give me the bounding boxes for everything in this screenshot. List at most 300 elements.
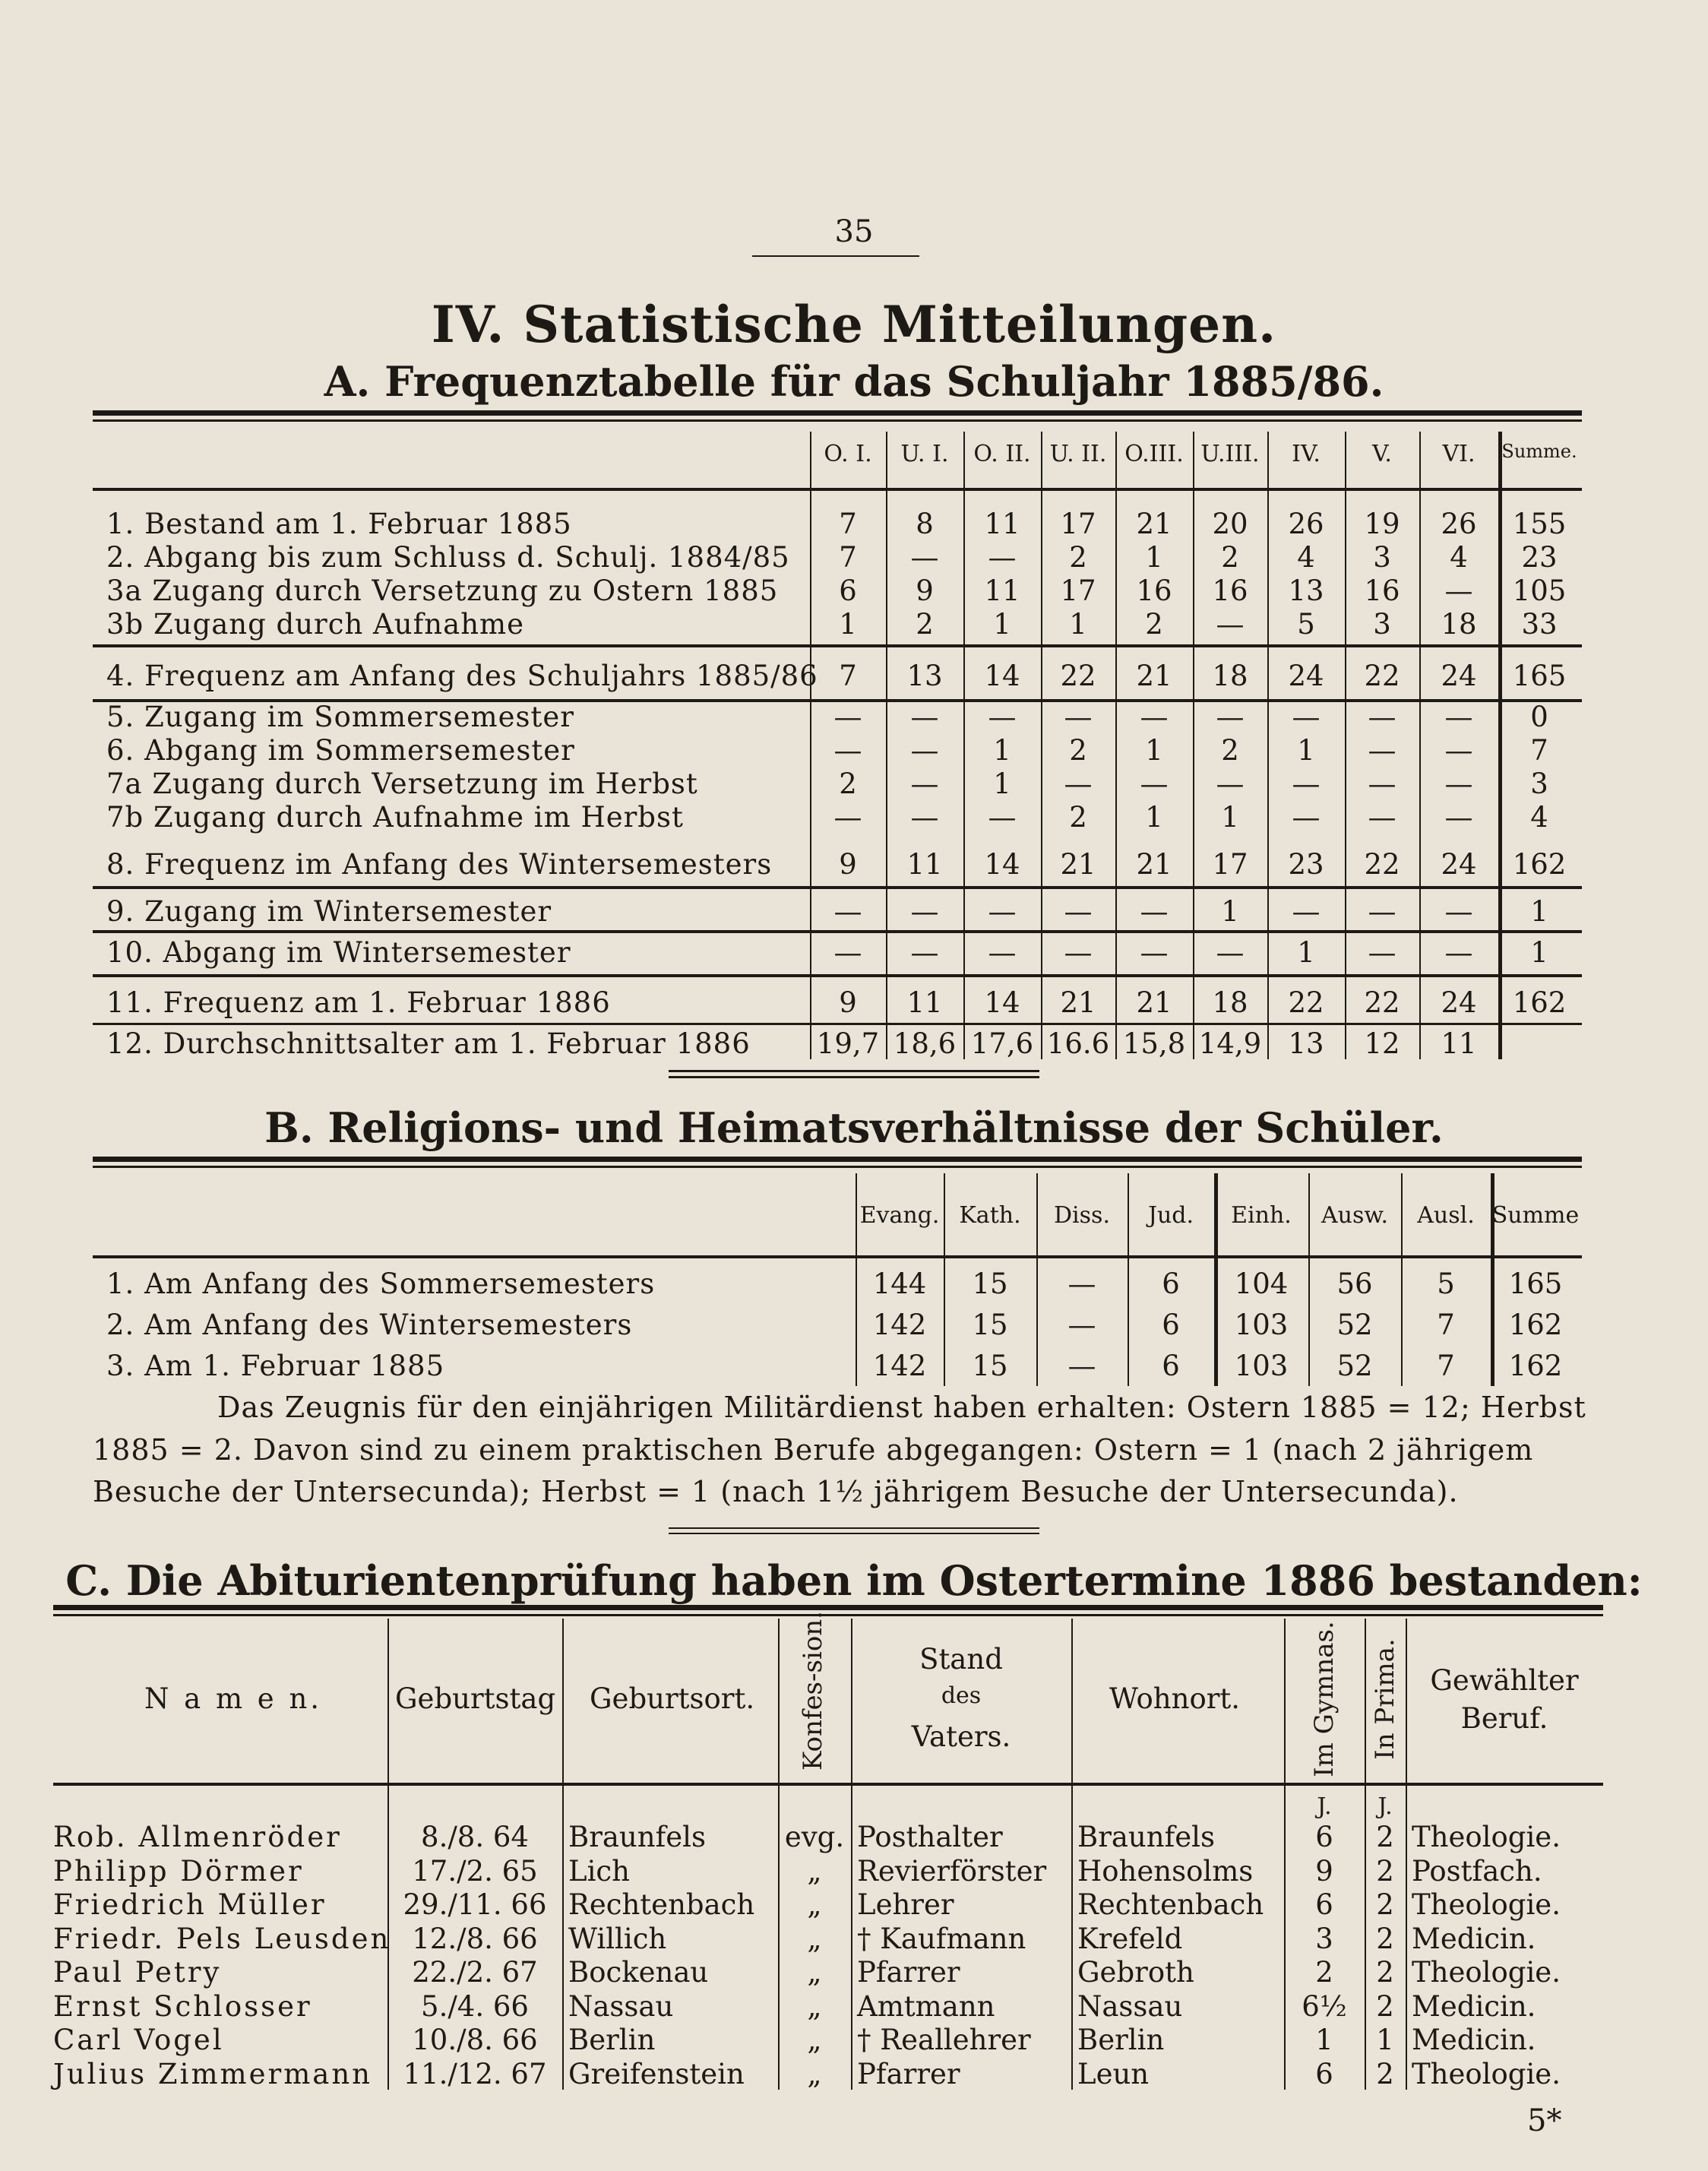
table-a-cell: 17 xyxy=(1060,574,1096,607)
table-a-row-label: 9. Zugang im Wintersemester xyxy=(106,895,552,928)
table-a-cell: 9 xyxy=(916,574,934,607)
table-a-cell: — xyxy=(1444,767,1473,800)
table-a-header: IV. xyxy=(1292,441,1321,467)
table-c-cell-beruf: Theologie. xyxy=(1412,1956,1561,1989)
signature-mark: 5* xyxy=(1527,2103,1562,2138)
table-c-cell-geburtsort: Nassau xyxy=(568,1989,674,2023)
table-b-cell: 6 xyxy=(1162,1309,1180,1341)
table-a-cell: — xyxy=(1368,895,1396,928)
table-a-header: Summe. xyxy=(1501,441,1577,462)
table-c-cell-gymnas: 6 xyxy=(1315,1821,1333,1853)
table-c-cell-beruf: Postfach. xyxy=(1412,1854,1542,1888)
table-a-cell: — xyxy=(1444,801,1473,834)
table-c-cell-stand: Pfarrer xyxy=(857,1956,960,1989)
table-c-column-divider xyxy=(1071,1619,1073,2090)
table-b-row-label: 3. Am 1. Februar 1885 xyxy=(106,1350,445,1382)
table-a-cell: 4 xyxy=(1297,541,1315,574)
table-c-cell-gymnas: 3 xyxy=(1315,1922,1333,1955)
page-number: 35 xyxy=(834,214,874,249)
table-a-cell: 11 xyxy=(906,848,943,881)
table-a-cell: 4 xyxy=(1530,801,1548,834)
table-b-cell: 144 xyxy=(872,1267,927,1300)
table-a-cell: 11 xyxy=(984,508,1020,540)
table-c-cell-wohnort: Leun xyxy=(1077,2057,1150,2090)
table-b-cell: 52 xyxy=(1336,1309,1373,1341)
table-a-rule xyxy=(93,1023,1582,1025)
table-a-cell: — xyxy=(1292,801,1321,834)
table-c-cell-beruf: Theologie. xyxy=(1412,1888,1561,1921)
table-b-cell: 103 xyxy=(1234,1350,1289,1382)
table-a-rule xyxy=(669,1070,1039,1072)
table-c-cell-wohnort: Rechtenbach xyxy=(1077,1888,1264,1921)
table-a-cell: 20 xyxy=(1212,508,1248,540)
table-c-cell-wohnort: Nassau xyxy=(1077,1989,1183,2023)
table-a-cell: 23 xyxy=(1288,848,1324,881)
table-c-cell-gymnas: 6½ xyxy=(1302,1989,1347,2023)
table-a-cell: 2 xyxy=(1069,734,1087,767)
table-c-cell-geburtstag: 22./2. 67 xyxy=(412,1956,538,1989)
table-a-cell: — xyxy=(1140,895,1169,928)
table-a-cell: 2 xyxy=(1221,734,1239,767)
table-a-row-label: 2. Abgang bis zum Schluss d. Schulj. 1884/85 xyxy=(106,541,790,574)
table-c-cell-konfession: „ xyxy=(807,2057,822,2090)
table-a-cell: — xyxy=(1140,701,1169,733)
table-a-row-label: 12. Durchschnittsalter am 1. Februar 1886 xyxy=(106,1027,751,1060)
table-c-cell-wohnort: Gebroth xyxy=(1077,1956,1194,1989)
table-a-header: VI. xyxy=(1442,441,1476,467)
table-c-header-geburtsort: Geburtsort. xyxy=(590,1682,755,1715)
table-a-cell: — xyxy=(910,734,939,767)
table-b-cell: 5 xyxy=(1437,1267,1455,1300)
table-a-cell: 24 xyxy=(1441,848,1477,881)
table-a-cell: 2 xyxy=(916,608,934,641)
table-a-cell: 11 xyxy=(984,574,1020,607)
table-a-cell: 2 xyxy=(1145,608,1163,641)
section-c-title: C. Die Abiturientenprüfung haben im Ostertermine 1886 bestanden: xyxy=(65,1556,1643,1605)
table-a-rule xyxy=(669,1076,1039,1078)
table-b-header: Summe xyxy=(1491,1202,1580,1229)
table-c-cell-name: Paul Petry xyxy=(53,1956,222,1989)
table-a-cell: 13 xyxy=(1288,1027,1324,1060)
table-a-cell: 1 xyxy=(1145,541,1163,574)
table-a-cell: — xyxy=(1064,767,1093,800)
table-c-cell-prima: 1 xyxy=(1376,2024,1394,2056)
table-c-cell-name: Carl Vogel xyxy=(53,2024,224,2056)
table-c-unit-prima: J. xyxy=(1377,1793,1393,1820)
table-a-cell: 18 xyxy=(1212,986,1248,1019)
table-a-cell: — xyxy=(833,801,862,834)
table-c-cell-wohnort: Hohensolms xyxy=(1077,1854,1254,1888)
table-b-header: Kath. xyxy=(959,1202,1021,1229)
table-a-rule xyxy=(93,488,1582,491)
table-c-cell-gymnas: 6 xyxy=(1315,2057,1333,2090)
table-a-row-label: 3a Zugang durch Versetzung zu Ostern 1885 xyxy=(106,574,779,607)
table-c-cell-stand: Pfarrer xyxy=(857,2057,960,2090)
table-c-cell-geburtstag: 8./8. 64 xyxy=(421,1821,529,1853)
table-a-cell: 22 xyxy=(1364,848,1400,881)
table-a-cell: 162 xyxy=(1512,848,1567,881)
table-a-cell: — xyxy=(1368,701,1396,733)
table-a-cell: 1 xyxy=(1221,801,1239,834)
table-a-cell: 165 xyxy=(1512,660,1567,692)
table-b-cell: 162 xyxy=(1508,1309,1563,1341)
table-c-cell-prima: 2 xyxy=(1376,1821,1394,1853)
table-c-cell-name: Rob. Allmenröder xyxy=(53,1821,342,1853)
table-c-cell-stand: † Reallehrer xyxy=(857,2024,1031,2056)
table-a-cell: 1 xyxy=(1530,936,1548,969)
table-b-header: Diss. xyxy=(1054,1202,1110,1229)
table-a-rule xyxy=(93,410,1582,416)
table-a-cell: 21 xyxy=(1136,660,1172,692)
table-c-cell-konfession: „ xyxy=(807,1956,822,1989)
table-b-cell: 15 xyxy=(972,1267,1008,1300)
table-a-row-label: 3b Zugang durch Aufnahme xyxy=(106,608,525,641)
table-a-cell: — xyxy=(988,541,1017,574)
table-a-cell: — xyxy=(1216,608,1245,641)
table-c-header-beruf-2: Beruf. xyxy=(1460,1702,1548,1735)
table-a-cell: — xyxy=(833,734,862,767)
table-c-cell-konfession: „ xyxy=(807,1854,822,1888)
table-a-cell: 11 xyxy=(1441,1027,1477,1060)
table-a-cell: 3 xyxy=(1530,767,1548,800)
table-a-cell: 18 xyxy=(1441,608,1477,641)
table-c-cell-prima: 2 xyxy=(1376,1854,1394,1888)
table-a-cell: 155 xyxy=(1512,508,1567,540)
table-a-cell: 21 xyxy=(1136,508,1172,540)
table-c-header-name: N a m e n. xyxy=(144,1682,323,1715)
table-a-header: V. xyxy=(1372,441,1392,467)
table-a-cell: — xyxy=(1444,895,1473,928)
table-a-cell: 1 xyxy=(1297,734,1315,767)
table-a-cell: — xyxy=(1064,701,1093,733)
table-c-header-gymnas: Im Gymnas. xyxy=(1309,1621,1340,1777)
table-a-cell: 162 xyxy=(1512,986,1567,1019)
table-a-cell: 21 xyxy=(1136,986,1172,1019)
table-a-cell: 1 xyxy=(993,734,1011,767)
table-a-cell: 1 xyxy=(1145,801,1163,834)
table-a-row-label: 6. Abgang im Sommersemester xyxy=(106,734,575,767)
table-b-cell: 162 xyxy=(1508,1350,1563,1382)
table-a-cell: — xyxy=(1368,767,1396,800)
table-a-cell: — xyxy=(1292,767,1321,800)
table-b-cell: 7 xyxy=(1437,1309,1455,1341)
table-c-cell-stand: † Kaufmann xyxy=(857,1922,1026,1955)
table-a-cell: — xyxy=(1140,936,1169,969)
table-a-cell: — xyxy=(988,895,1017,928)
table-c-cell-stand: Posthalter xyxy=(857,1821,1003,1853)
table-a-cell: 1 xyxy=(993,608,1011,641)
table-b-cell: 52 xyxy=(1336,1350,1373,1382)
table-c-cell-konfession: „ xyxy=(807,1888,822,1921)
separator-double-rule xyxy=(669,1527,1039,1534)
table-a-cell: 14 xyxy=(984,986,1020,1019)
table-a-cell: — xyxy=(910,936,939,969)
table-a-header: U. I. xyxy=(900,441,949,467)
table-a-cell: 16.6 xyxy=(1046,1027,1110,1060)
table-a-cell: 22 xyxy=(1288,986,1324,1019)
table-a-header: O.III. xyxy=(1124,441,1184,467)
table-c-header-stand-1: Stand xyxy=(919,1643,1003,1676)
table-c-cell-prima: 2 xyxy=(1376,1922,1394,1955)
table-c-cell-prima: 2 xyxy=(1376,1989,1394,2023)
table-a-cell: 16 xyxy=(1364,574,1400,607)
table-c-cell-name: Friedr. Pels Leusden xyxy=(53,1922,391,1955)
table-c-cell-geburtsort: Lich xyxy=(568,1854,630,1888)
table-c-cell-stand: Revierförster xyxy=(857,1854,1047,1888)
table-c-cell-geburtsort: Bockenau xyxy=(568,1956,709,1989)
table-a-cell: 21 xyxy=(1060,848,1096,881)
table-a-cell: 1 xyxy=(1297,936,1315,969)
table-a-cell: 33 xyxy=(1521,608,1558,641)
table-c-cell-name: Ernst Schlosser xyxy=(53,1989,312,2023)
table-b-row-label: 2. Am Anfang des Wintersemesters xyxy=(106,1309,633,1341)
table-a-cell: 2 xyxy=(1221,541,1239,574)
table-c-cell-geburtsort: Berlin xyxy=(568,2024,656,2056)
table-a-cell: — xyxy=(910,767,939,800)
table-c-cell-stand: Amtmann xyxy=(857,1989,995,2023)
table-a-cell: 1 xyxy=(1221,895,1239,928)
table-a-cell: — xyxy=(833,895,862,928)
military-paragraph-line-2: 1885 = 2. Davon sind zu einem praktischen Berufe abgegangen: Ostern = 1 (nach 2 jährigem xyxy=(93,1433,1534,1467)
table-b-header: Einh. xyxy=(1231,1202,1292,1229)
table-b-rule xyxy=(93,1166,1582,1168)
table-a-header: U. II. xyxy=(1049,441,1107,467)
table-a-cell: — xyxy=(988,936,1017,969)
table-b-header: Evang. xyxy=(859,1202,940,1229)
table-a-cell: 9 xyxy=(839,848,857,881)
table-b-cell: 142 xyxy=(872,1309,927,1341)
table-b-cell: 15 xyxy=(972,1309,1008,1341)
table-a-cell: 24 xyxy=(1441,660,1477,692)
table-a-cell: 1 xyxy=(1145,734,1163,767)
table-a-cell: — xyxy=(1444,574,1473,607)
table-c-unit-gymnas: J. xyxy=(1317,1793,1332,1820)
military-paragraph-line-1: Das Zeugnis für den einjährigen Militärdienst haben erhalten: Ostern 1885 = 12; Herbst xyxy=(217,1391,1586,1424)
table-a-rule xyxy=(93,886,1582,889)
table-c-cell-konfession: evg. xyxy=(784,1821,845,1853)
table-a-header: O. II. xyxy=(973,441,1031,467)
table-a-cell: 14 xyxy=(984,660,1020,692)
table-b-cell: — xyxy=(1068,1350,1096,1382)
table-b-cell: 56 xyxy=(1336,1267,1373,1300)
table-a-cell: 7 xyxy=(839,541,857,574)
table-a-rule xyxy=(93,419,1582,422)
table-a-cell: 17,6 xyxy=(970,1027,1034,1060)
table-c-cell-geburtstag: 12./8. 66 xyxy=(412,1922,538,1955)
table-a-cell: — xyxy=(1368,734,1396,767)
table-c-cell-konfession: „ xyxy=(807,1989,822,2023)
table-a-rule xyxy=(93,644,1582,647)
table-a-row-label: 11. Frequenz am 1. Februar 1886 xyxy=(106,986,611,1019)
table-a-cell: 1 xyxy=(839,608,857,641)
table-a-cell: 26 xyxy=(1288,508,1324,540)
table-c-cell-geburtsort: Greifenstein xyxy=(568,2057,745,2090)
table-a-cell: 17 xyxy=(1060,508,1096,540)
table-a-cell: 24 xyxy=(1441,986,1477,1019)
table-a-cell: 22 xyxy=(1364,660,1400,692)
table-c-cell-name: Philipp Dörmer xyxy=(53,1854,304,1888)
table-a-cell: — xyxy=(1216,767,1245,800)
table-a-cell: 16 xyxy=(1212,574,1248,607)
section-b-title: B. Religions- und Heimatsverhältnisse der Schüler. xyxy=(264,1103,1444,1152)
table-b-cell: 103 xyxy=(1234,1309,1289,1341)
table-b-rule xyxy=(93,1157,1582,1162)
table-a-cell: — xyxy=(833,701,862,733)
table-b-header: Ausw. xyxy=(1321,1202,1389,1229)
table-c-cell-stand: Lehrer xyxy=(857,1888,954,1921)
table-a-cell: 21 xyxy=(1060,986,1096,1019)
table-a-cell: — xyxy=(1216,701,1245,733)
table-a-cell: 15,8 xyxy=(1122,1027,1186,1060)
table-a-row-label: 5. Zugang im Sommersemester xyxy=(106,701,574,733)
table-c-cell-name: Friedrich Müller xyxy=(53,1888,327,1921)
table-a-cell: 0 xyxy=(1530,701,1548,733)
table-a-cell: 24 xyxy=(1288,660,1324,692)
table-c-header-konfession: Konfes-sion. xyxy=(798,1611,828,1771)
table-a-cell: — xyxy=(1292,701,1321,733)
table-c-cell-gymnas: 6 xyxy=(1315,1888,1333,1921)
table-b-header: Jud. xyxy=(1147,1202,1194,1229)
table-a-cell: 17 xyxy=(1212,848,1248,881)
table-c-cell-beruf: Medicin. xyxy=(1412,1989,1536,2023)
table-a-cell: 19 xyxy=(1364,508,1400,540)
table-a-cell: 4 xyxy=(1450,541,1468,574)
table-a-cell: 1 xyxy=(1530,895,1548,928)
table-b-cell: — xyxy=(1068,1267,1096,1300)
table-a-cell: 26 xyxy=(1441,508,1477,540)
table-a-row-label: 7b Zugang durch Aufnahme im Herbst xyxy=(106,801,684,834)
table-a-cell: 13 xyxy=(906,660,943,692)
table-c-cell-konfession: „ xyxy=(807,1922,822,1955)
table-a-cell: 6 xyxy=(839,574,857,607)
table-c-cell-prima: 2 xyxy=(1376,1888,1394,1921)
table-a-cell: 18,6 xyxy=(893,1027,957,1060)
table-c-header-prima: In Prima. xyxy=(1370,1638,1400,1760)
table-a-cell: — xyxy=(988,801,1017,834)
table-c-cell-beruf: Theologie. xyxy=(1412,1821,1561,1853)
table-a-cell: — xyxy=(1292,895,1321,928)
table-a-cell: 7 xyxy=(1530,734,1548,767)
table-c-cell-wohnort: Berlin xyxy=(1077,2024,1165,2056)
main-title: IV. Statistische Mitteilungen. xyxy=(431,295,1277,354)
table-a-cell: 16 xyxy=(1136,574,1172,607)
table-c-cell-beruf: Theologie. xyxy=(1412,2057,1561,2090)
table-c-header-stand-2: des xyxy=(941,1682,982,1709)
table-a-cell: 11 xyxy=(906,986,943,1019)
table-c-header-beruf-1: Gewählter xyxy=(1430,1664,1579,1697)
table-a-cell: — xyxy=(910,895,939,928)
table-a-cell: — xyxy=(910,801,939,834)
table-c-cell-geburtsort: Rechtenbach xyxy=(568,1888,755,1921)
table-a-row-label: 1. Bestand am 1. Februar 1885 xyxy=(106,508,572,540)
table-a-cell: 18 xyxy=(1212,660,1248,692)
military-paragraph-line-3: Besuche der Untersecunda); Herbst = 1 (nach 1½ jährigem Besuche der Untersecunda). xyxy=(93,1475,1459,1508)
table-b-cell: 165 xyxy=(1508,1267,1563,1300)
table-c-cell-geburtstag: 11./12. 67 xyxy=(403,2057,547,2090)
table-c-header-geburtstag: Geburtstag xyxy=(395,1682,556,1715)
table-a-cell: 9 xyxy=(839,986,857,1019)
table-a-cell: 2 xyxy=(839,767,857,800)
table-a-cell: — xyxy=(1368,801,1396,834)
table-c-cell-gymnas: 9 xyxy=(1315,1854,1333,1888)
table-b-cell: 6 xyxy=(1162,1267,1180,1300)
table-c-cell-geburtsort: Willich xyxy=(568,1922,667,1955)
table-a-cell: 23 xyxy=(1521,541,1558,574)
table-a-cell: 12 xyxy=(1364,1027,1400,1060)
table-a-row-label: 8. Frequenz im Anfang des Wintersemesters xyxy=(106,848,773,881)
table-a-cell: — xyxy=(910,541,939,574)
table-b-cell: — xyxy=(1068,1309,1096,1341)
table-a-cell: — xyxy=(1444,701,1473,733)
table-c-cell-gymnas: 1 xyxy=(1315,2024,1333,2056)
table-b-cell: 104 xyxy=(1234,1267,1289,1300)
table-c-cell-wohnort: Krefeld xyxy=(1077,1922,1183,1955)
table-c-cell-name: Julius Zimmermann xyxy=(53,2057,373,2090)
page-number-rule xyxy=(752,255,919,257)
table-b-header: Ausl. xyxy=(1417,1202,1475,1229)
table-a-row-label: 10. Abgang im Wintersemester xyxy=(106,936,571,969)
table-a-cell: 7 xyxy=(839,508,857,540)
table-c-cell-gymnas: 2 xyxy=(1315,1956,1333,1989)
table-b-row-label: 1. Am Anfang des Sommersemesters xyxy=(106,1267,656,1300)
section-a-title: A. Frequenztabelle für das Schuljahr 1885/86. xyxy=(324,357,1384,406)
table-c-cell-geburtstag: 5./4. 66 xyxy=(421,1989,529,2023)
table-a-cell: 7 xyxy=(839,660,857,692)
table-c-cell-prima: 2 xyxy=(1376,2057,1394,2090)
table-c-cell-geburtstag: 29./11. 66 xyxy=(403,1888,547,1921)
table-a-cell: 1 xyxy=(993,767,1011,800)
table-c-cell-beruf: Medicin. xyxy=(1412,1922,1536,1955)
table-a-cell: 105 xyxy=(1512,574,1567,607)
table-b-cell: 7 xyxy=(1437,1350,1455,1382)
table-a-cell: 8 xyxy=(916,508,934,540)
table-c-column-divider xyxy=(562,1619,564,2090)
table-a-cell: — xyxy=(910,701,939,733)
table-a-header: U.III. xyxy=(1200,441,1260,467)
table-a-cell: — xyxy=(1140,767,1169,800)
table-c-cell-beruf: Medicin. xyxy=(1412,2024,1536,2056)
table-b-cell: 142 xyxy=(872,1350,927,1382)
table-a-cell: 21 xyxy=(1136,848,1172,881)
table-a-cell: 13 xyxy=(1288,574,1324,607)
table-a-cell: 14 xyxy=(984,848,1020,881)
table-a-cell: — xyxy=(1444,936,1473,969)
table-a-cell: — xyxy=(1216,936,1245,969)
table-a-header: O. I. xyxy=(824,441,872,467)
table-c-cell-prima: 2 xyxy=(1376,1956,1394,1989)
table-c-header-wohnort: Wohnort. xyxy=(1109,1682,1241,1715)
table-a-cell: 2 xyxy=(1069,541,1087,574)
table-a-cell: — xyxy=(1064,895,1093,928)
table-b-cell: 6 xyxy=(1162,1350,1180,1382)
table-a-cell: 3 xyxy=(1373,541,1391,574)
table-a-cell: 1 xyxy=(1069,608,1087,641)
table-a-cell: — xyxy=(1368,936,1396,969)
table-a-rule xyxy=(93,974,1582,977)
table-a-cell: — xyxy=(1064,936,1093,969)
table-a-cell: 2 xyxy=(1069,801,1087,834)
table-a-cell: — xyxy=(1444,734,1473,767)
table-c-cell-geburtsort: Braunfels xyxy=(568,1821,707,1853)
table-a-cell: 22 xyxy=(1060,660,1096,692)
table-b-cell: 15 xyxy=(972,1350,1008,1382)
table-a-row-label: 7a Zugang durch Versetzung im Herbst xyxy=(106,767,698,800)
table-c-cell-geburtstag: 10./8. 66 xyxy=(412,2024,538,2056)
table-c-cell-wohnort: Braunfels xyxy=(1077,1821,1216,1853)
table-a-cell: 19,7 xyxy=(816,1027,880,1060)
table-a-cell: 5 xyxy=(1297,608,1315,641)
table-a-cell: 14,9 xyxy=(1198,1027,1262,1060)
